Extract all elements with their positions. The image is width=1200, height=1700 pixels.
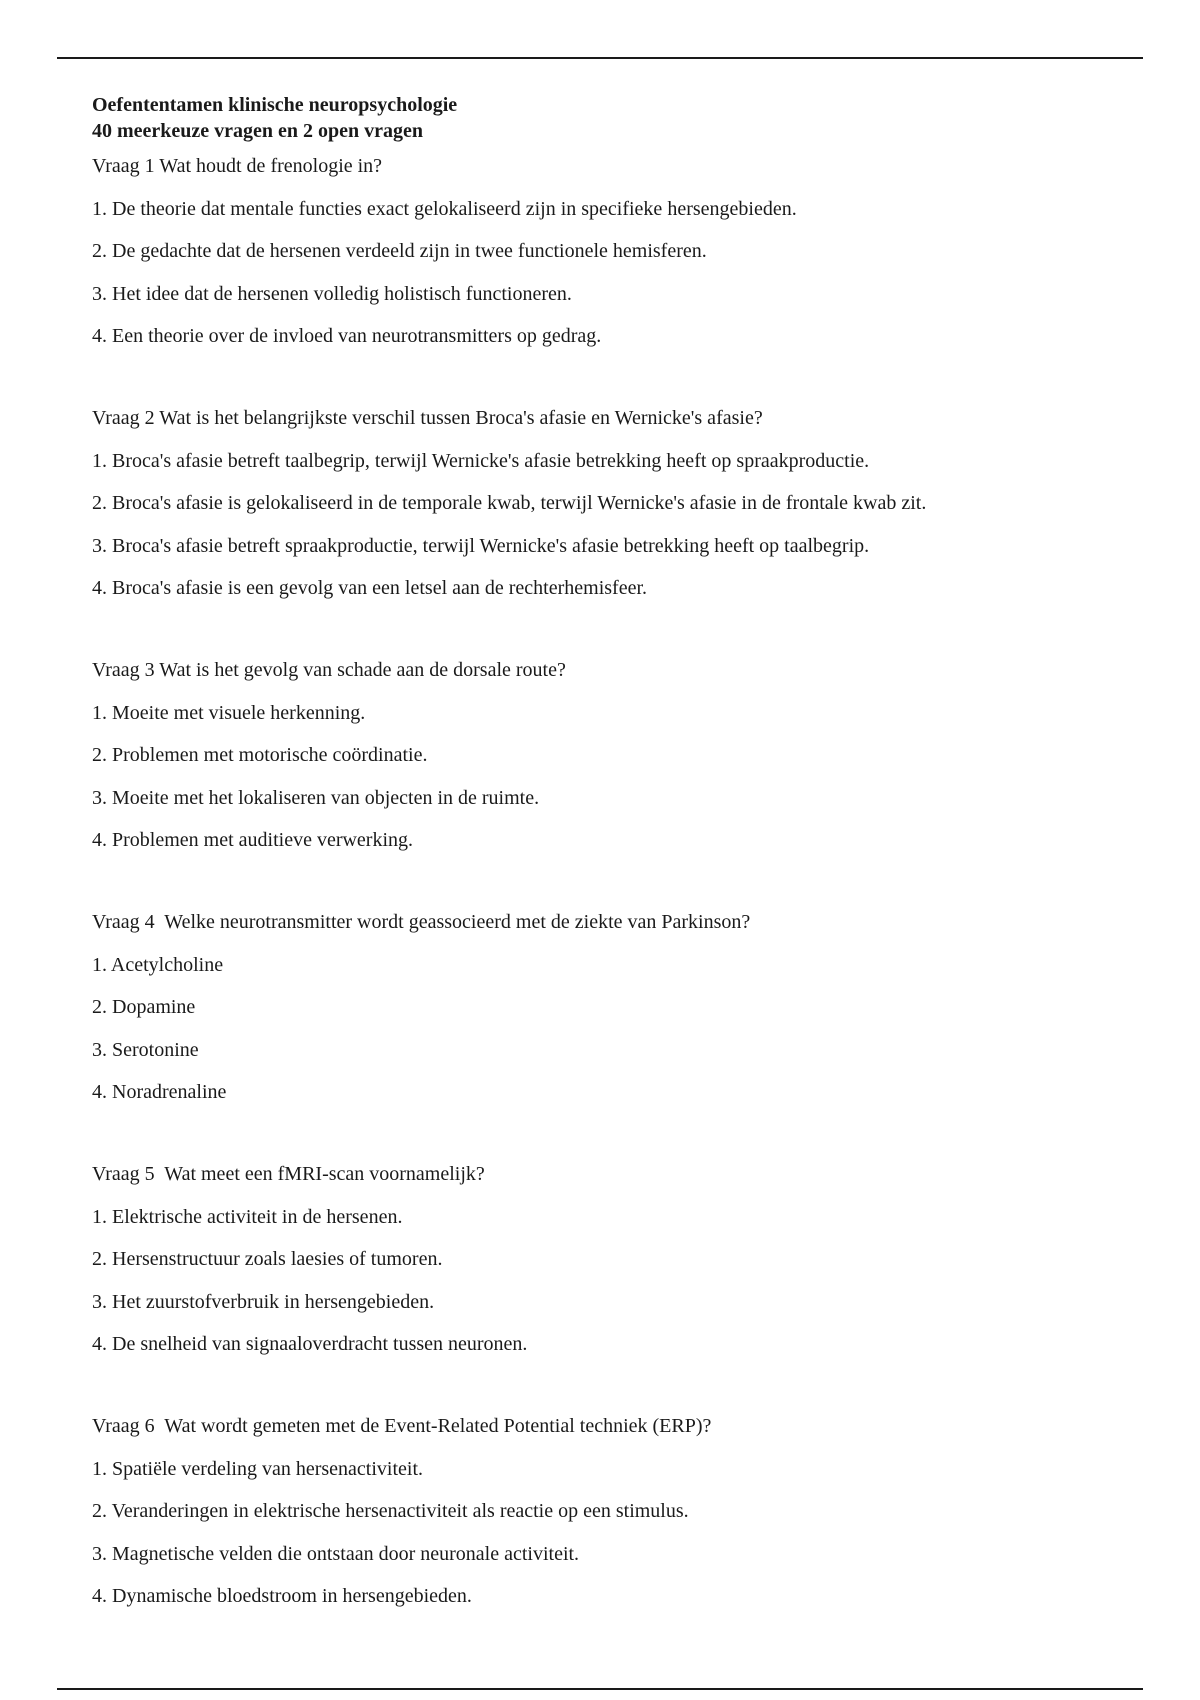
answer-option: 1. Elektrische activiteit in de hersenen. xyxy=(92,1205,403,1228)
answer-option: 2. De gedachte dat de hersenen verdeeld zijn in twee functionele hemisferen. xyxy=(92,240,707,262)
question-block xyxy=(92,1162,1132,1356)
question-block xyxy=(92,406,1132,600)
answer-option: 2. Hersenstructuur zoals laesies of tumoren. xyxy=(92,1248,443,1270)
answer-option: 1. Moeite met visuele herkenning. xyxy=(92,701,366,724)
question-text: Vraag 2 Wat is het belangrijkste verschil tussen Broca's afasie en Wernicke's afasie? xyxy=(92,407,763,429)
answer-option: 4. Noradrenaline xyxy=(92,1081,227,1103)
question-text: Vraag 1 Wat houdt de frenologie in? xyxy=(92,155,383,177)
bottom-rule xyxy=(57,1688,1143,1690)
answer-option: 3. Broca's afasie betreft spraakproductie, terwijl Wernicke's afasie betrekking heeft op taalbegrip. xyxy=(92,534,870,557)
answer-option: 4. Een theorie over de invloed van neurotransmitters op gedrag. xyxy=(92,325,602,347)
answer-option: 2. Problemen met motorische coördinatie. xyxy=(92,744,428,766)
question-block xyxy=(92,658,1132,852)
answer-option: 2. Broca's afasie is gelokaliseerd in de temporale kwab, terwijl Wernicke's afasie in de frontale kwab zit. xyxy=(92,492,927,514)
answer-option: 2. Veranderingen in elektrische hersenactiviteit als reactie op een stimulus. xyxy=(92,1500,689,1522)
answer-option: 1. Broca's afasie betreft taalbegrip, terwijl Wernicke's afasie betrekking heeft op spraakproductie. xyxy=(92,449,870,472)
document-subtitle: 40 meerkeuze vragen en 2 open vragen xyxy=(92,120,424,142)
question-text: Vraag 6 Wat wordt gemeten met de Event-Related Potential techniek (ERP)? xyxy=(92,1415,712,1437)
answer-option: 3. Serotonine xyxy=(92,1038,199,1061)
answer-option: 3. Magnetische velden die ontstaan door neuronale activiteit. xyxy=(92,1542,580,1565)
answer-option: 3. Het zuurstofverbruik in hersengebieden. xyxy=(92,1290,435,1313)
question-block xyxy=(92,154,1132,348)
answer-option: 3. Het idee dat de hersenen volledig holistisch functioneren. xyxy=(92,282,572,305)
document-body xyxy=(92,92,1132,1608)
answer-option: 4. De snelheid van signaaloverdracht tussen neuronen. xyxy=(92,1333,528,1355)
answer-option: 4. Problemen met auditieve verwerking. xyxy=(92,829,414,851)
answer-option: 1. De theorie dat mentale functies exact gelokaliseerd zijn in specifieke hersengebieden. xyxy=(92,197,797,220)
answer-option: 1. Spatiële verdeling van hersenactiviteit. xyxy=(92,1457,423,1480)
answer-option: 3. Moeite met het lokaliseren van objecten in de ruimte. xyxy=(92,786,540,809)
document-title: Oefententamen klinische neuropsychologie xyxy=(92,94,458,116)
answer-option: 1. Acetylcholine xyxy=(92,953,224,976)
answer-option: 4. Dynamische bloedstroom in hersengebieden. xyxy=(92,1585,472,1607)
answer-option: 2. Dopamine xyxy=(92,996,196,1018)
answer-option: 4. Broca's afasie is een gevolg van een letsel aan de rechterhemisfeer. xyxy=(92,577,648,599)
question-text: Vraag 3 Wat is het gevolg van schade aan de dorsale route? xyxy=(92,659,566,681)
top-rule xyxy=(57,57,1143,59)
question-block xyxy=(92,1414,1132,1608)
question-text: Vraag 4 Welke neurotransmitter wordt geassocieerd met de ziekte van Parkinson? xyxy=(92,911,751,933)
question-block xyxy=(92,910,1132,1104)
questions-list xyxy=(92,154,1132,1608)
question-text: Vraag 5 Wat meet een fMRI-scan voornamelijk? xyxy=(92,1163,485,1185)
